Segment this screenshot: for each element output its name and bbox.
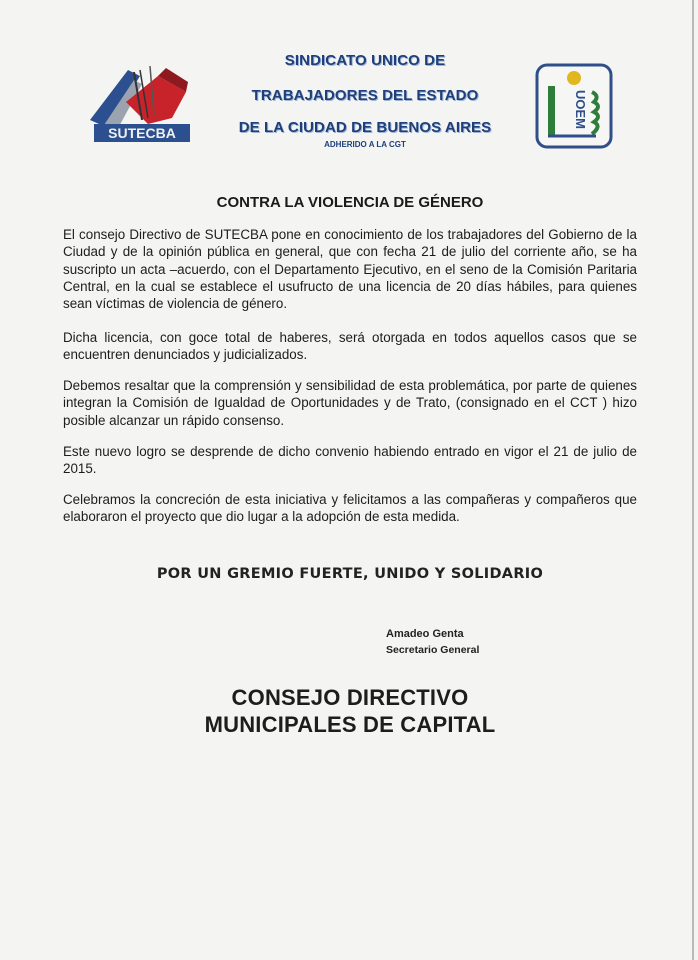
union-name-line-2: TRABAJADORES DEL ESTADO bbox=[251, 87, 479, 104]
cgt-affiliation: ADHERIDO A LA CGT bbox=[324, 140, 406, 149]
logo-right-text: UOEM bbox=[573, 90, 588, 129]
footer-line-1: CONSEJO DIRECTIVO bbox=[231, 685, 469, 710]
logo-sun bbox=[567, 71, 581, 85]
scan-edge bbox=[692, 0, 694, 960]
sutecba-logo bbox=[88, 62, 206, 146]
union-name-line-3: DE LA CIUDAD DE BUENOS AIRES bbox=[238, 119, 492, 136]
slogan: POR UN GREMIO FUERTE, UNIDO Y SOLIDARIO bbox=[156, 566, 544, 582]
footer-line-2: MUNICIPALES DE CAPITAL bbox=[204, 712, 496, 737]
body-paragraph-2: Dicha licencia, con goce total de haberes, será otorgada en todos aquellos casos que se encuentren denunciados y judicializados. bbox=[63, 330, 637, 363]
uoem-logo bbox=[534, 62, 614, 150]
union-name-line-1: SINDICATO UNICO DE bbox=[284, 52, 446, 69]
signature-name: Amadeo Genta bbox=[386, 628, 464, 640]
body-paragraph-5: Celebramos la concreción de esta iniciativa y felicitamos a las compañeras y compañeros que elaboraron el proyecto que dio lugar a la adopción de esta medida. bbox=[63, 492, 637, 525]
body-paragraph-1: El consejo Directivo de SUTECBA pone en conocimiento de los trabajadores del Gobierno de la Ciudad y de la opinión pública en general, que con fecha 21 de julio del corriente año, se ha suscripto un acta –acuerdo, con el Departamento Ejecutivo, en el seno de la Comisión Paritaria Central, en la cual se establece el usufructo de una licencia de 20 días hábiles, para quienes sean víctimas de violencia de género. bbox=[63, 227, 637, 312]
signature-role: Secretario General bbox=[386, 644, 480, 656]
logo-left-text: SUTECBA bbox=[108, 125, 176, 141]
logo-bar bbox=[548, 86, 555, 136]
body-paragraph-4: Este nuevo logro se desprende de dicho convenio habiendo entrado en vigor el 21 de julio de 2015. bbox=[63, 444, 637, 477]
document-title: CONTRA LA VIOLENCIA DE GÉNERO bbox=[216, 194, 484, 211]
body-paragraph-3: Debemos resaltar que la comprensión y sensibilidad de esta problemática, por parte de quienes integran la Comisión de Igualdad de Oportunidades y de Trato, (consignado en el CCT ) hizo posible alcanzar un rápido consenso. bbox=[63, 378, 637, 428]
